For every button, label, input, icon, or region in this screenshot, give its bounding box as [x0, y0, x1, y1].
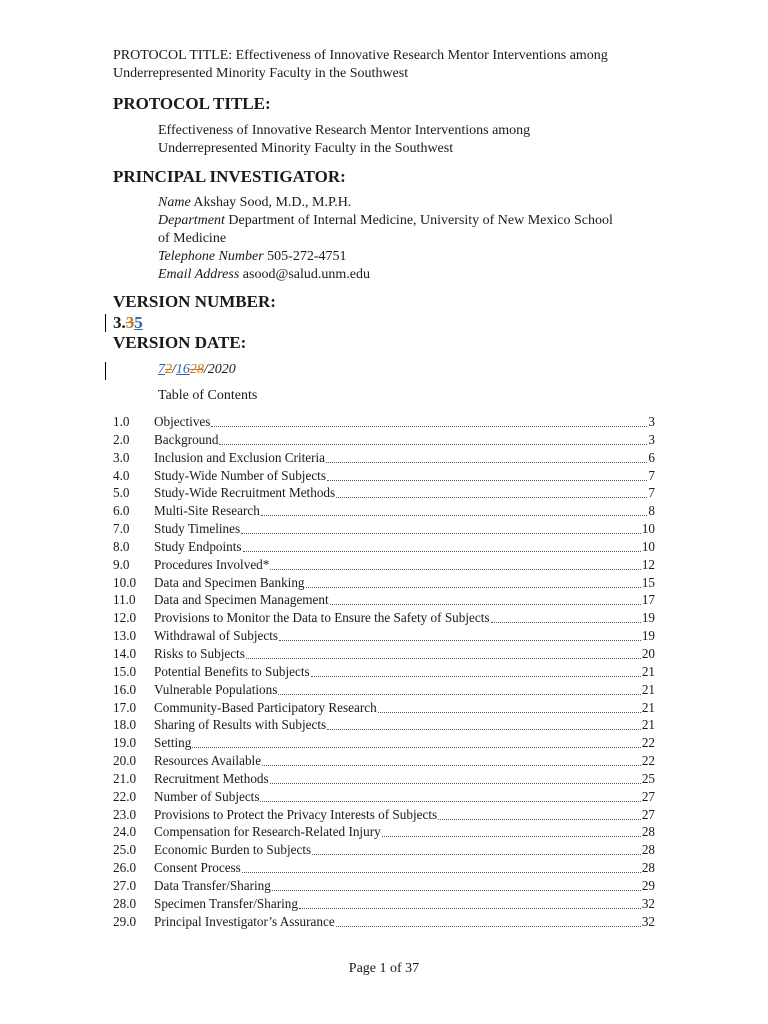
toc-title: Table of Contents [158, 388, 258, 403]
toc-entry[interactable] [113, 895, 655, 913]
toc-entry-page: 6 [648, 449, 655, 465]
toc-entry-number: 11.0 [113, 592, 136, 608]
investigator-details [158, 194, 658, 284]
toc-entry-number: 23.0 [113, 806, 137, 822]
toc-entry-title[interactable]: Study-Wide Recruitment Methods [154, 485, 336, 501]
toc-dot-leader [336, 486, 647, 498]
toc-entry[interactable] [113, 627, 655, 645]
toc-entry[interactable] [113, 699, 655, 717]
toc-entry[interactable] [113, 538, 655, 556]
toc-entry-title[interactable]: Data Transfer/Sharing [154, 877, 271, 893]
email-label: Email Address [158, 267, 240, 282]
toc-dot-leader [327, 469, 647, 481]
department-value-continued: of Medicine [158, 231, 227, 246]
toc-entry[interactable] [113, 788, 655, 806]
toc-entry[interactable] [113, 413, 655, 431]
email-value: asood@salud.unm.edu [239, 267, 370, 282]
toc-entry-page: 22 [641, 753, 655, 769]
toc-dot-leader [270, 558, 640, 570]
toc-entry-number: 12.0 [113, 610, 137, 626]
protocol-title-text [158, 122, 658, 158]
toc-entry-number: 13.0 [113, 628, 137, 644]
toc-entry-title[interactable]: Study-Wide Number of Subjects [154, 467, 326, 483]
toc-entry[interactable] [113, 591, 655, 609]
toc-entry-page: 10 [641, 538, 655, 554]
toc-entry[interactable] [113, 663, 655, 681]
toc-entry-title[interactable]: Procedures Involved* [154, 556, 270, 572]
toc-entry[interactable] [113, 556, 655, 574]
investigator-phone-row [158, 248, 658, 266]
toc-entry-page: 12 [641, 556, 655, 572]
toc-entry-title[interactable]: Consent Process [154, 860, 241, 876]
toc-entry-page: 17 [641, 592, 655, 608]
toc-entry-title[interactable]: Principal Investigator’s Assurance [154, 913, 335, 929]
toc-entry-page: 25 [641, 770, 655, 786]
toc-dot-leader [242, 861, 641, 873]
toc-entry-page: 15 [641, 574, 655, 590]
toc-entry-number: 1.0 [113, 414, 130, 429]
toc-dot-leader [270, 772, 641, 784]
toc-entry-number: 24.0 [113, 824, 137, 840]
toc-entry-title[interactable]: Study Timelines [154, 521, 241, 537]
toc-entry[interactable] [113, 770, 655, 788]
toc-entry-title[interactable]: Inclusion and Exclusion Criteria [154, 449, 326, 465]
toc-entry-number: 8.0 [113, 538, 130, 554]
date-separator: / [172, 362, 176, 377]
toc-entry-title[interactable]: Sharing of Results with Subjects [154, 717, 327, 733]
toc-dot-leader [330, 593, 641, 605]
toc-entry-number: 29.0 [113, 913, 137, 929]
toc-entry-page: 28 [641, 842, 655, 858]
revision-bar [105, 314, 106, 332]
protocol-title-heading: PROTOCOL TITLE: [113, 94, 271, 113]
toc-entry-title[interactable]: Data and Specimen Management [154, 592, 329, 608]
department-label: Department [158, 213, 225, 228]
toc-dot-leader [260, 790, 640, 802]
page-footer: Page 1 of 37 [348, 961, 420, 976]
toc-entry-title[interactable]: Potential Benefits to Subjects [154, 663, 310, 679]
toc-entry-page: 27 [641, 788, 655, 804]
investigator-department-row [158, 212, 658, 230]
protocol-title-line-2: Underrepresented Minority Faculty in the Southwest [158, 141, 454, 156]
toc-entry-number: 15.0 [113, 663, 137, 679]
toc-entry[interactable] [113, 645, 655, 663]
toc-entry[interactable] [113, 859, 655, 877]
toc-entry-page: 32 [641, 913, 655, 929]
toc-entry-number: 28.0 [113, 895, 137, 911]
toc-entry[interactable] [113, 823, 655, 841]
toc-entry-page: 10 [641, 521, 655, 537]
toc-dot-leader [378, 701, 641, 713]
toc-entry-number: 19.0 [113, 735, 137, 751]
toc-entry[interactable] [113, 609, 655, 627]
toc-entry[interactable] [113, 734, 655, 752]
toc-entry-title[interactable]: Recruitment Methods [154, 770, 269, 786]
toc-entry-page: 21 [641, 699, 655, 715]
toc-entry-page: 28 [641, 860, 655, 876]
toc-entry-number: 17.0 [113, 699, 137, 715]
toc-entry-page: 3 [648, 414, 655, 429]
toc-entry-page: 3 [648, 431, 655, 447]
toc-entry[interactable] [113, 913, 655, 931]
version-inserted-digit: 5 [134, 313, 143, 332]
running-header [113, 47, 673, 83]
toc-entry-page: 20 [641, 645, 655, 661]
department-value: Department of Internal Medicine, University of New Mexico School [224, 213, 613, 228]
toc-dot-leader [382, 825, 641, 837]
toc-entry-number: 26.0 [113, 860, 137, 876]
toc-entry-page: 7 [648, 485, 655, 501]
date-month-inserted: 7 [158, 362, 165, 377]
toc-entry[interactable] [113, 467, 655, 485]
investigator-email-row [158, 266, 658, 284]
toc-dot-leader [219, 433, 647, 445]
toc-entry[interactable] [113, 877, 655, 895]
toc-entry-title[interactable]: Multi-Site Research [154, 503, 260, 519]
investigator-name-row [158, 194, 658, 212]
toc-entry-number: 14.0 [113, 645, 137, 661]
date-day-inserted: 16 [175, 362, 190, 377]
toc-entry-number: 21.0 [113, 770, 137, 786]
version-prefix: 3. [113, 313, 126, 332]
name-label: Name [158, 195, 191, 210]
toc-entry[interactable] [113, 681, 655, 699]
toc-entry-title[interactable]: Resources Available [154, 753, 262, 769]
toc-entry-page: 19 [641, 628, 655, 644]
toc-dot-leader [279, 629, 641, 641]
toc-entry-number: 18.0 [113, 717, 137, 733]
toc-entry-number: 6.0 [113, 503, 130, 519]
date-day-deleted: 28 [189, 362, 204, 377]
toc-dot-leader [336, 915, 641, 927]
toc-entry-number: 2.0 [113, 431, 130, 447]
toc-dot-leader [306, 576, 641, 588]
toc-entry-page: 19 [641, 610, 655, 626]
toc-dot-leader [327, 718, 641, 730]
toc-dot-leader [491, 611, 641, 623]
toc-entry-number: 9.0 [113, 556, 130, 572]
version-number-heading: VERSION NUMBER: [113, 292, 276, 311]
name-value: Akshay Sood, M.D., M.P.H. [190, 195, 352, 210]
version-date-heading: VERSION DATE: [113, 333, 247, 352]
toc-entry-page: 21 [641, 663, 655, 679]
toc-dot-leader [438, 808, 641, 820]
toc-dot-leader [312, 843, 641, 855]
toc-entry-number: 10.0 [113, 574, 137, 590]
toc-dot-leader [246, 647, 641, 659]
toc-entry-page: 27 [641, 806, 655, 822]
toc-dot-leader [272, 879, 641, 891]
toc-dot-leader [243, 540, 641, 552]
toc-entry[interactable] [113, 716, 655, 734]
toc-entry-number: 20.0 [113, 753, 137, 769]
toc-dot-leader [299, 897, 641, 909]
toc-entry[interactable] [113, 431, 655, 449]
phone-label: Telephone Number [158, 249, 264, 264]
toc-entry-title[interactable]: Objectives [154, 414, 211, 429]
toc-entry-page: 32 [641, 895, 655, 911]
toc-entry-page: 21 [641, 681, 655, 697]
toc-dot-leader [311, 665, 641, 677]
toc-entry-title[interactable]: Background [154, 431, 219, 447]
toc-dot-leader [192, 736, 640, 748]
toc-entry-page: 8 [648, 503, 655, 519]
toc-entry-number: 5.0 [113, 485, 130, 501]
table-of-contents [113, 413, 655, 930]
toc-entry-title[interactable]: Risks to Subjects [154, 645, 245, 661]
toc-entry-title[interactable]: Compensation for Research-Related Injury [154, 824, 381, 840]
header-line-2: Underrepresented Minority Faculty in the Southwest [113, 66, 409, 81]
toc-entry[interactable] [113, 574, 655, 592]
toc-entry-title[interactable]: Economic Burden to Subjects [154, 842, 312, 858]
toc-entry-number: 16.0 [113, 681, 137, 697]
toc-entry-page: 21 [641, 717, 655, 733]
toc-dot-leader [211, 415, 647, 427]
toc-entry[interactable] [113, 520, 655, 538]
toc-entry-number: 22.0 [113, 788, 137, 804]
header-line-1: PROTOCOL TITLE: Effectiveness of Innovative Research Mentor Interventions among [113, 48, 608, 63]
toc-entry[interactable] [113, 806, 655, 824]
toc-entry[interactable] [113, 752, 655, 770]
toc-entry-title[interactable]: Number of Subjects [154, 788, 260, 804]
toc-entry-page: 28 [641, 824, 655, 840]
toc-dot-leader [326, 451, 647, 463]
toc-dot-leader [278, 683, 640, 695]
toc-entry[interactable] [113, 449, 655, 467]
toc-entry-page: 29 [641, 877, 655, 893]
toc-entry-page: 7 [648, 467, 655, 483]
principal-investigator-heading: PRINCIPAL INVESTIGATOR: [113, 167, 346, 186]
revision-bar [105, 362, 106, 380]
toc-entry-title[interactable]: Study Endpoints [154, 538, 242, 554]
protocol-title-line-1: Effectiveness of Innovative Research Mentor Interventions among [158, 123, 531, 138]
toc-dot-leader [261, 504, 648, 516]
toc-entry-number: 3.0 [113, 449, 130, 465]
toc-entry[interactable] [113, 502, 655, 520]
toc-entry-title[interactable]: Vulnerable Populations [154, 681, 278, 697]
toc-entry-title[interactable]: Withdrawal of Subjects [154, 628, 278, 644]
toc-entry-number: 4.0 [113, 467, 130, 483]
version-date-value [158, 361, 236, 379]
toc-entry-page: 22 [641, 735, 655, 751]
toc-entry[interactable] [113, 484, 655, 502]
toc-entry-title[interactable]: Provisions to Monitor the Data to Ensure the Safety of Subjects [154, 610, 490, 626]
toc-dot-leader [262, 754, 641, 766]
toc-entry-title[interactable]: Community-Based Participatory Research [154, 699, 377, 715]
version-number-value [113, 313, 143, 333]
date-year: /2020 [203, 362, 236, 377]
toc-entry[interactable] [113, 841, 655, 859]
version-deleted-digit: 3 [125, 313, 135, 332]
toc-dot-leader [241, 522, 641, 534]
date-month-deleted: 2 [165, 362, 172, 377]
toc-entry-number: 27.0 [113, 877, 137, 893]
toc-entry-number: 7.0 [113, 521, 130, 537]
toc-entry-title[interactable]: Specimen Transfer/Sharing [154, 895, 298, 911]
toc-entry-number: 25.0 [113, 842, 137, 858]
toc-entry-title[interactable]: Setting [154, 735, 192, 751]
toc-entry-title[interactable]: Data and Specimen Banking [154, 574, 305, 590]
toc-entry-title[interactable]: Provisions to Protect the Privacy Interests of Subjects [154, 806, 438, 822]
phone-value: 505-272-4751 [263, 249, 347, 264]
